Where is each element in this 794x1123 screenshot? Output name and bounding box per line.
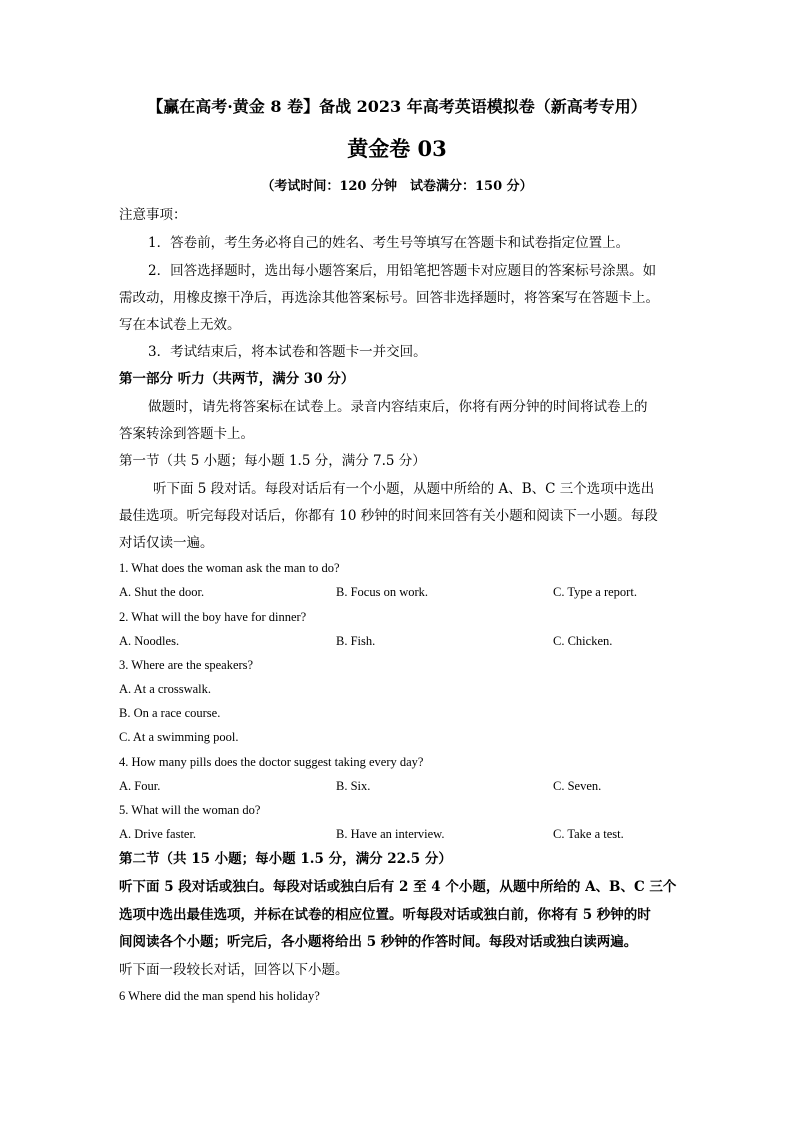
question-6: 6 Where did the man spend his holiday? [119,989,320,1003]
question-1-option-b: B. Focus on work. [336,585,429,599]
part1-heading: 第一部分 听力（共两节，满分 30 分） [119,371,355,387]
question-4-option-c: C. Seven. [553,779,602,793]
question-1-option-c: C. Type a report. [553,585,637,599]
question-4-option-a: A. Four. [119,779,161,793]
question-1: 1. What does the woman ask the man to do? [119,561,340,575]
question-5-option-a: A. Drive faster. [119,827,197,841]
question-5-option-b: B. Have an interview. [336,827,445,841]
part1-intro-line-1: 做题时，请先将答案标在试卷上。录音内容结束后，你将有两分钟的时间将试卷上的 [148,399,648,415]
part1-intro-line-2: 答案转涂到答题卡上。 [119,426,254,442]
notes-item-2-line-3: 写在本试卷上无效。 [119,317,241,333]
notes-item-1: 1．答卷前，考生务必将自己的姓名、考生号等填写在答题卡和试卷指定位置上。 [148,235,630,251]
question-3: 3. Where are the speakers? [119,658,254,672]
notes-item-3: 3．考试结束后，将本试卷和答题卡一并交回。 [148,344,427,360]
question-2-option-b: B. Fish. [336,634,376,648]
notes-item-2-line-1: 2．回答选择题时，选出每小题答案后，用铅笔把答题卡对应题目的答案标号涂黑。如 [148,263,657,279]
exam-subtitle: 黄金卷 03 [347,136,447,161]
section1-intro-line-1: 听下面 5 段对话。每段对话后有一个小题，从题中所给的 A、B、C 三个选项中选出 [153,481,655,497]
exam-info: （考试时间：120 分钟 试卷满分：150 分） [261,179,533,194]
section1-heading: 第一节（共 5 小题；每小题 1.5 分，满分 7.5 分） [119,453,426,469]
question-4: 4. How many pills does the doctor suggest taking every day? [119,755,424,769]
section2-heading: 第二节（共 15 小题；每小题 1.5 分，满分 22.5 分） [119,851,452,867]
section2-intro-line-1: 听下面 5 段对话或独白。每段对话或独白后有 2 至 4 个小题，从题中所给的 A、B、C 三个 [119,879,677,895]
question-5: 5. What will the woman do? [119,803,261,817]
question-1-option-a: A. Shut the door. [119,585,205,599]
question-3-option-a: A. At a crosswalk. [119,682,211,696]
section2-intro-line-2: 选项中选出最佳选项，并标在试卷的相应位置。听每段对话或独白前，你将有 5 秒钟的时 [119,907,651,923]
section2-sub-intro: 听下面一段较长对话，回答以下小题。 [119,962,349,978]
section1-intro-line-2: 最佳选项。听完每段对话后，你都有 10 秒钟的时间来回答有关小题和阅读下一小题。每段 [119,508,658,524]
notes-heading: 注意事项： [119,207,187,223]
question-2-option-c: C. Chicken. [553,634,613,648]
question-4-option-b: B. Six. [336,779,371,793]
question-3-option-c: C. At a swimming pool. [119,730,239,744]
exam-title: 【赢在高考·黄金 8 卷】备战 2023 年高考英语模拟卷（新高考专用） [147,97,647,116]
section1-intro-line-3: 对话仅读一遍。 [119,535,214,551]
question-5-option-c: C. Take a test. [553,827,624,841]
question-2-option-a: A. Noodles. [119,634,180,648]
question-3-option-b: B. On a race course. [119,706,221,720]
notes-item-2-line-2: 需改动，用橡皮擦干净后，再选涂其他答案标号。回答非选择题时，将答案写在答题卡上。 [119,290,659,306]
section2-intro-line-3: 间阅读各个小题；听完后，各小题将给出 5 秒钟的作答时间。每段对话或独白读两遍。 [119,934,638,950]
question-2: 2. What will the boy have for dinner? [119,610,307,624]
